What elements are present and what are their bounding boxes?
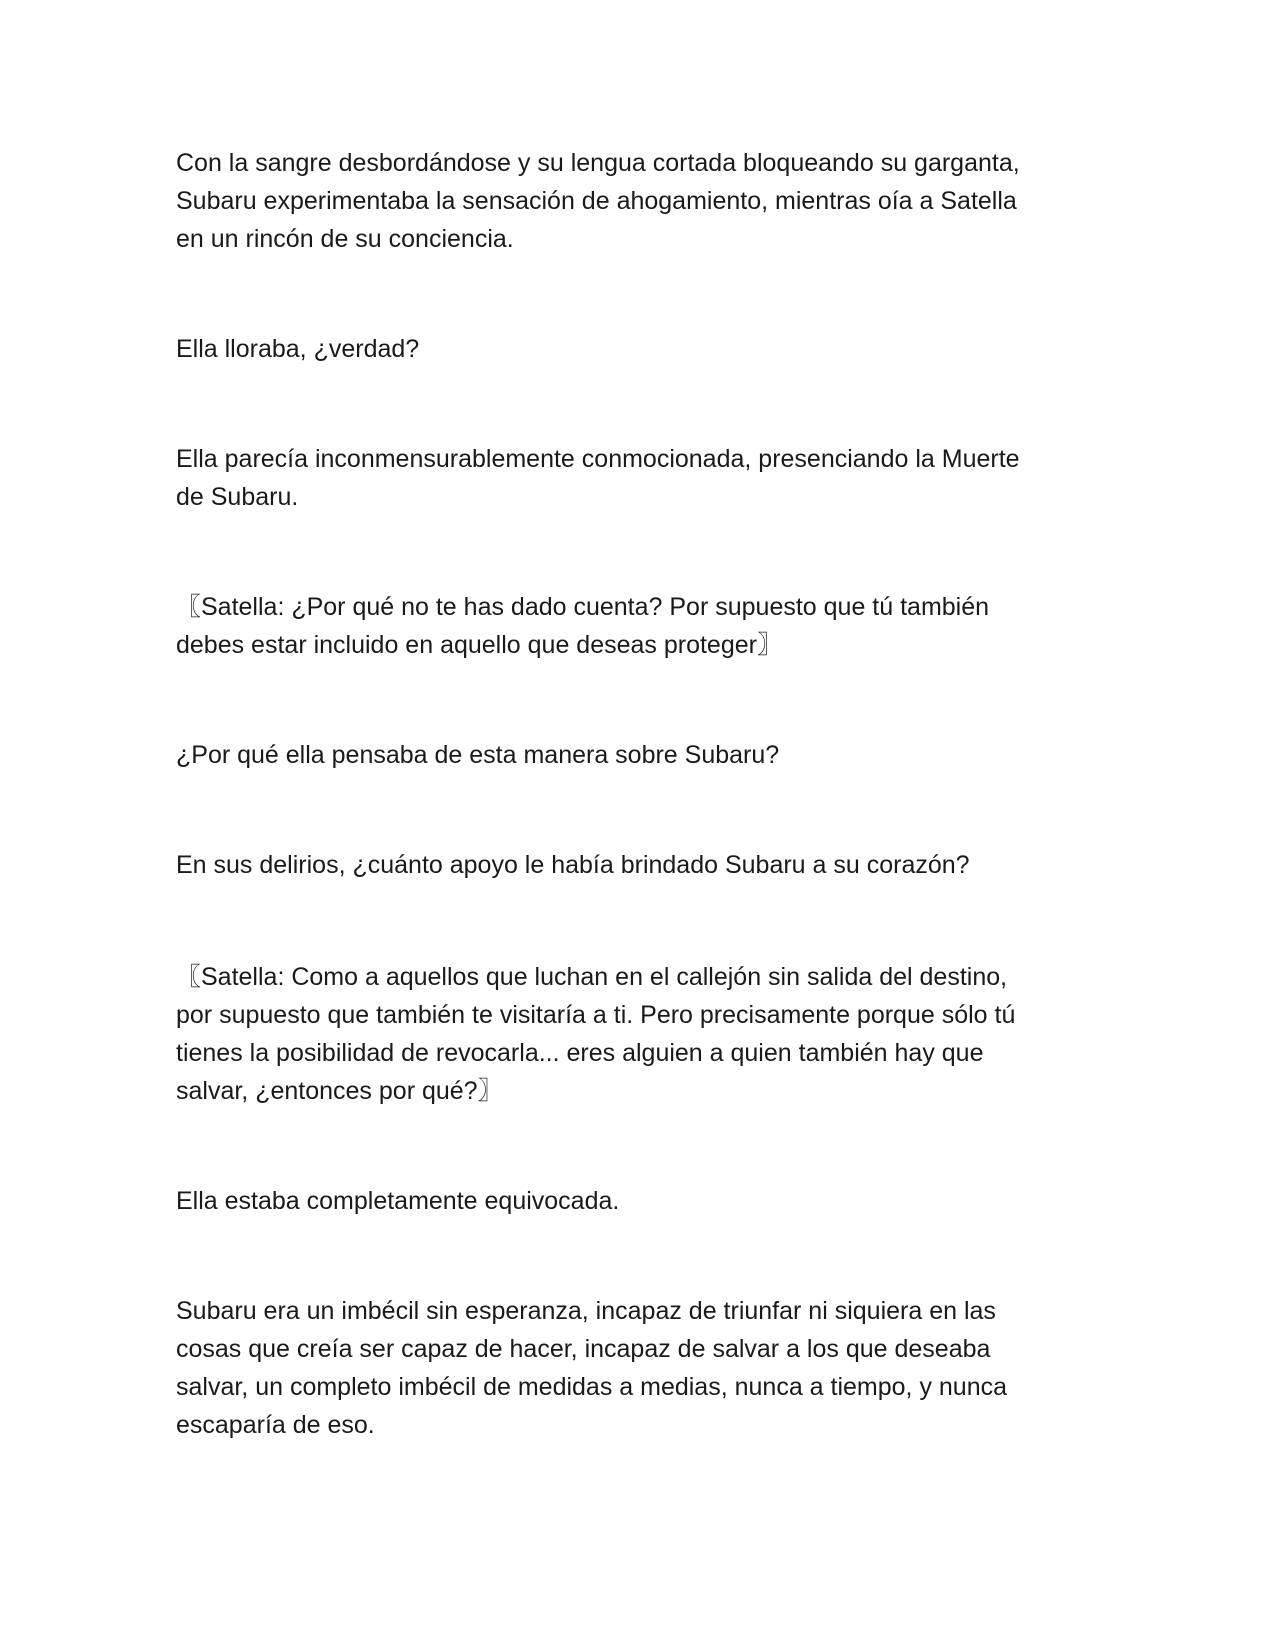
text-line: 〖Satella: ¿Por qué no te has dado cuenta? Por supuesto que tú también (176, 593, 990, 621)
text-line: salvar, un completo imbécil de medidas a medias, nunca a tiempo, y nunca (176, 1373, 1008, 1401)
text-line: 〖Satella: Como a aquellos que luchan en el callejón sin salida del destino, (176, 963, 1008, 991)
text-line: Ella lloraba, ¿verdad? (176, 335, 420, 363)
paragraph-5 (176, 736, 1096, 774)
text-line: escaparía de eso. (176, 1411, 375, 1439)
text-line: Subaru era un imbécil sin esperanza, incapaz de triunfar ni siquiera en las (176, 1297, 996, 1325)
text-line: debes estar incluido en aquello que deseas proteger〗 (176, 631, 782, 659)
text-line: salvar, ¿entonces por qué?〗 (176, 1077, 503, 1105)
paragraph-3 (176, 440, 1096, 516)
text-line: Ella estaba completamente equivocada. (176, 1187, 620, 1215)
paragraph-2 (176, 330, 1096, 368)
text-line: Subaru experimentaba la sensación de ahogamiento, mientras oía a Satella (176, 187, 1017, 215)
text-line: Con la sangre desbordándose y su lengua cortada bloqueando su garganta, (176, 149, 1020, 177)
text-line: por supuesto que también te visitaría a ti. Pero precisamente porque sólo tú (176, 1001, 1016, 1029)
paragraph-6 (176, 846, 1096, 884)
paragraph-7 (176, 958, 1096, 1110)
paragraph-1 (176, 144, 1096, 258)
text-line: Ella parecía inconmensurablemente conmocionada, presenciando la Muerte (176, 445, 1020, 473)
paragraph-8 (176, 1182, 1096, 1220)
text-line: tienes la posibilidad de revocarla... eres alguien a quien también hay que (176, 1039, 984, 1067)
text-line: cosas que creía ser capaz de hacer, incapaz de salvar a los que deseaba (176, 1335, 991, 1363)
text-line: de Subaru. (176, 483, 299, 511)
text-line: ¿Por qué ella pensaba de esta manera sobre Subaru? (176, 741, 780, 769)
paragraph-9 (176, 1292, 1096, 1444)
text-line: en un rincón de su conciencia. (176, 225, 514, 253)
paragraph-4 (176, 588, 1096, 664)
text-line: En sus delirios, ¿cuánto apoyo le había brindado Subaru a su corazón? (176, 851, 970, 879)
